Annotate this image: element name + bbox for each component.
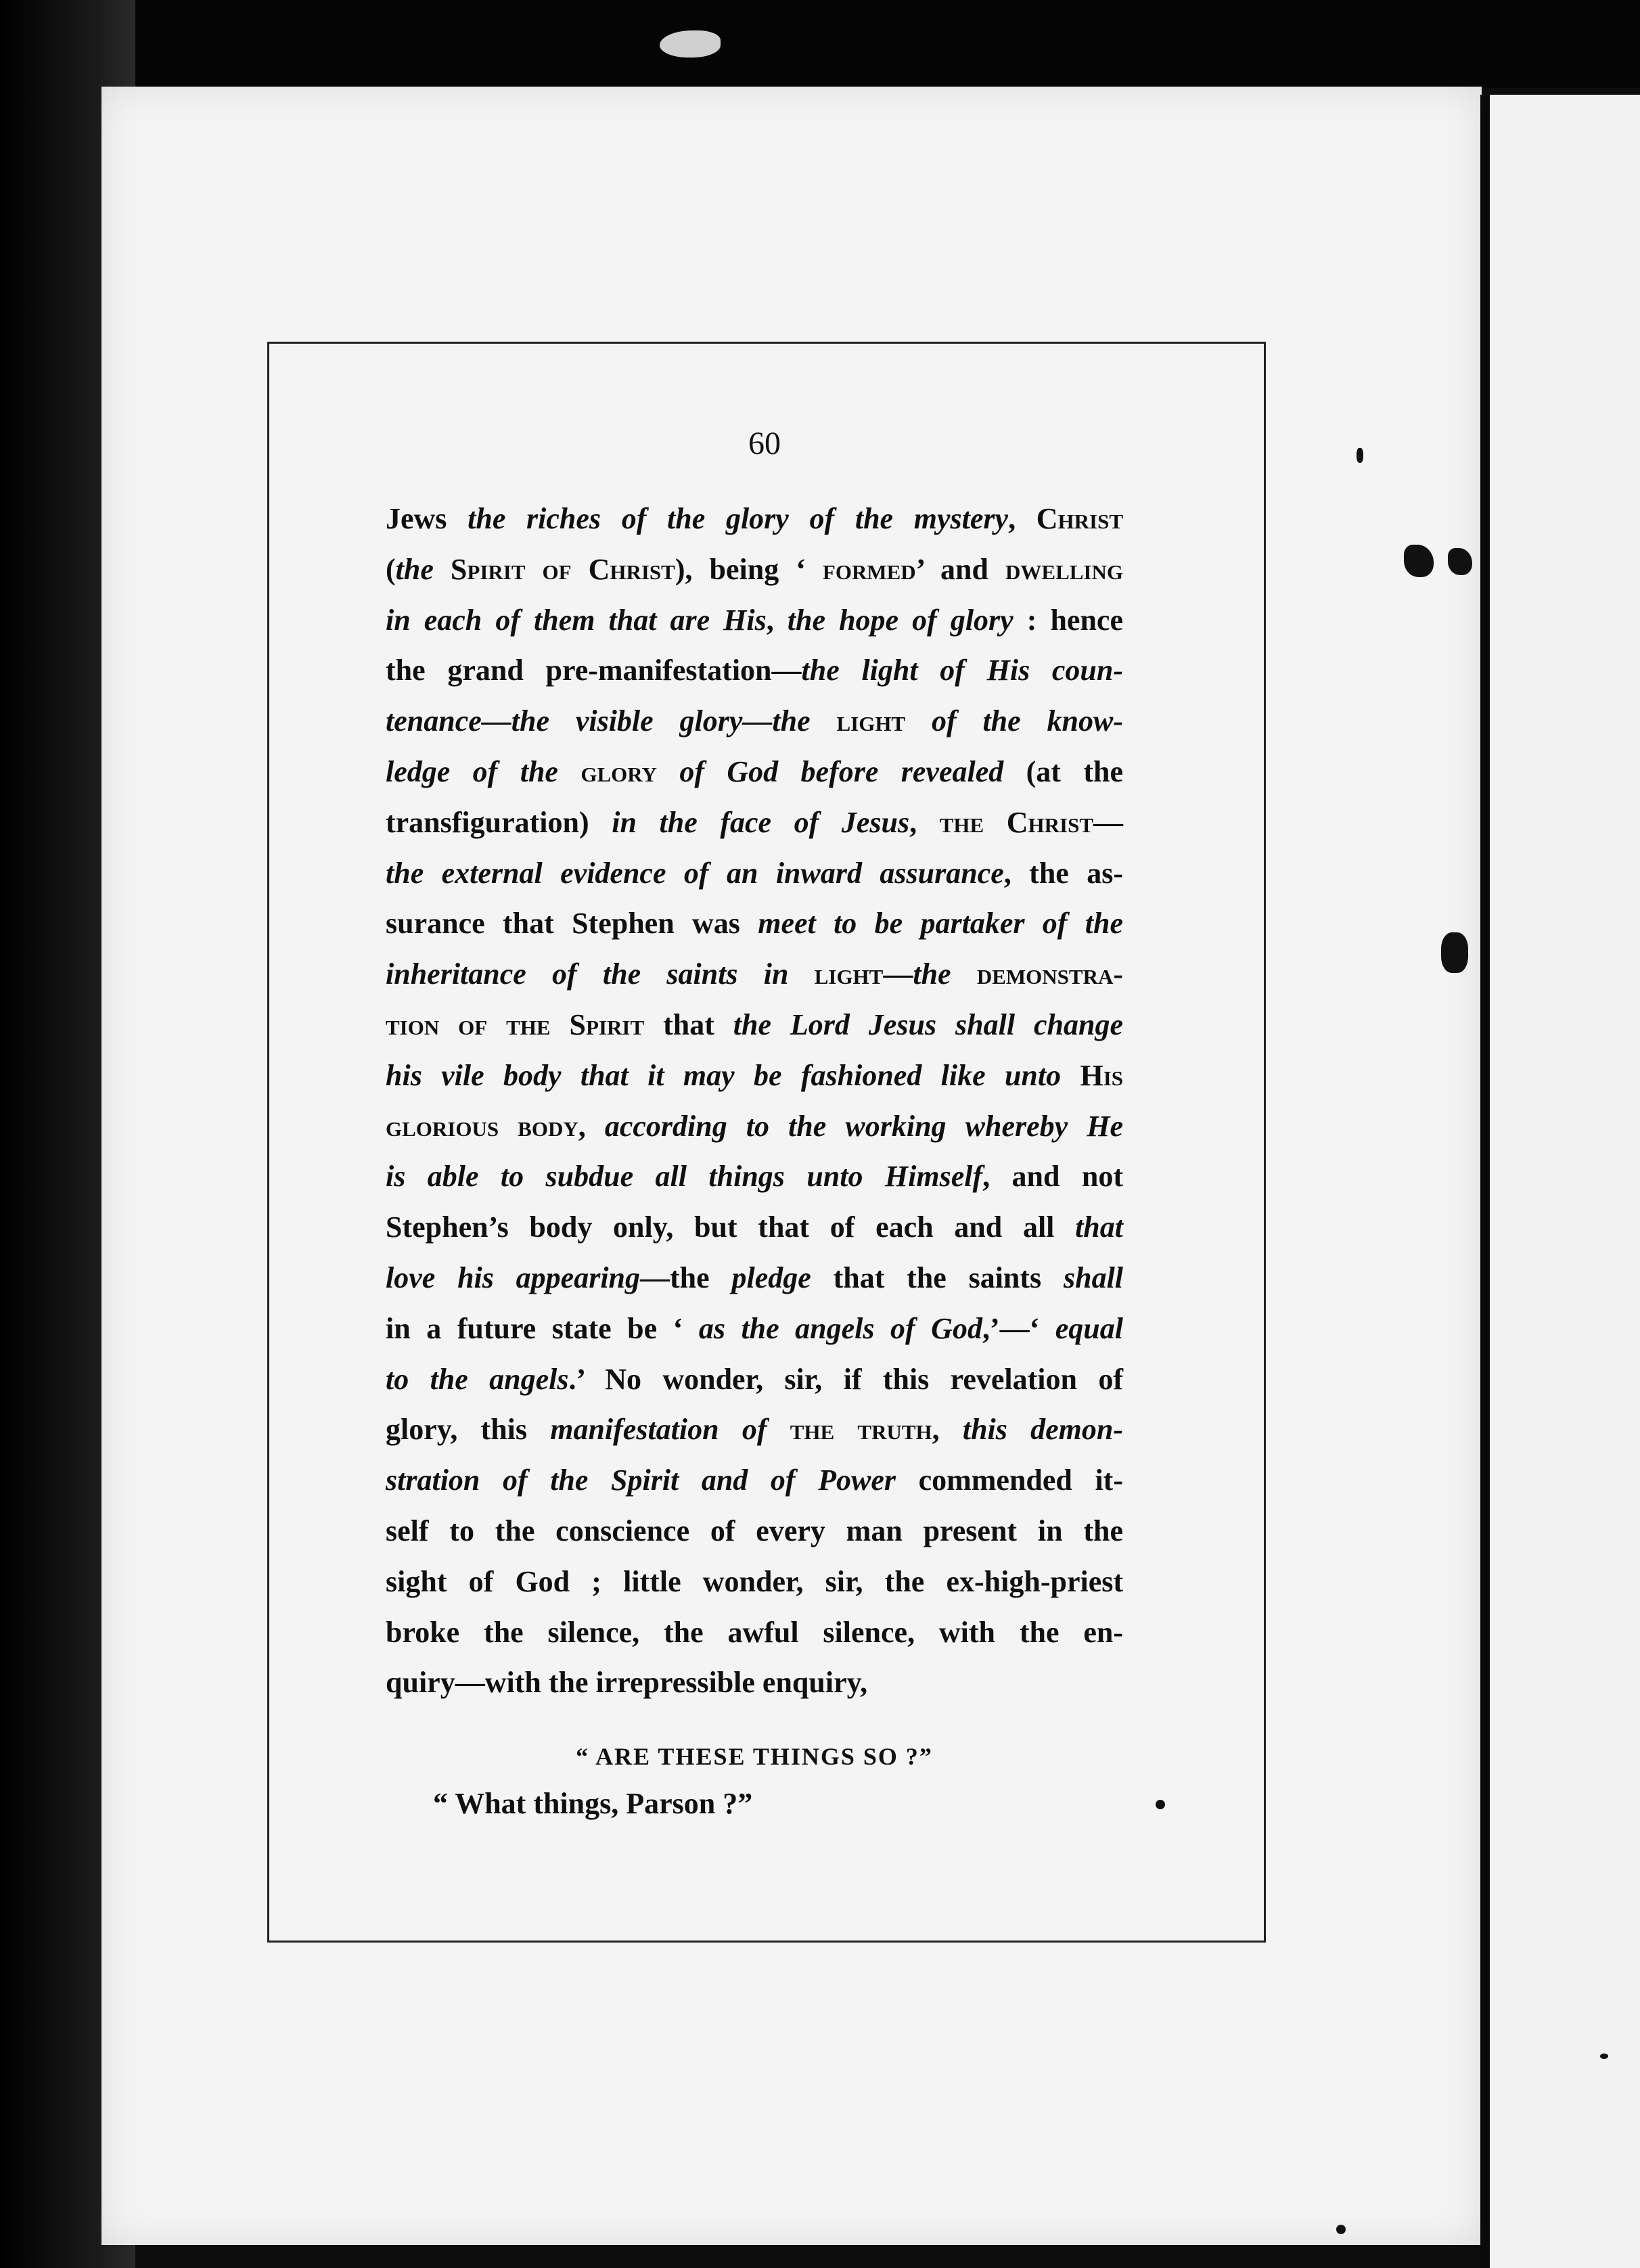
text-run: quiry—with the irrepressible enquiry, <box>386 1666 868 1700</box>
text-run: broke the silence, the awful silence, with the en- <box>386 1615 1123 1649</box>
scan-speck <box>1357 448 1363 463</box>
text-line <box>386 899 1123 949</box>
text-line <box>386 645 1123 696</box>
text-line <box>386 696 1123 747</box>
text-run: — <box>883 957 913 991</box>
text-line <box>386 949 1123 1000</box>
text-line <box>386 1355 1123 1405</box>
text-run: glory <box>580 754 657 788</box>
text-run <box>951 957 977 991</box>
dialogue-line: “ What things, Parson ?” <box>433 1787 753 1820</box>
text-run: of God before revealed <box>679 754 1004 788</box>
text-run: Jews <box>386 502 468 535</box>
text-run: glory, this <box>386 1413 551 1447</box>
text-run: that <box>644 1007 733 1041</box>
text-run: ), being ‘ <box>675 552 823 586</box>
text-line <box>386 1202 1123 1253</box>
text-run: love his appearing <box>386 1261 641 1294</box>
text-run: transfiguration) <box>386 805 612 839</box>
text-line <box>386 545 1123 595</box>
text-run: of the know- <box>931 704 1123 738</box>
scan-blot <box>1448 548 1472 575</box>
text-run <box>905 704 932 738</box>
text-run: inheritance of the saints in <box>386 957 815 991</box>
text-run: , <box>932 1413 963 1447</box>
text-line <box>386 1253 1123 1304</box>
text-run: the <box>395 552 434 586</box>
text-run: light <box>836 704 906 738</box>
text-run: commended it- <box>896 1464 1123 1497</box>
text-run: according to the working whereby He <box>604 1109 1123 1143</box>
text-line <box>386 595 1123 646</box>
text-run: — <box>1093 805 1124 839</box>
text-run: shall <box>1063 1261 1124 1294</box>
page-number: 60 <box>748 426 781 461</box>
text-run: the Christ <box>939 805 1094 839</box>
text-run: the grand pre-manifestation— <box>386 654 802 687</box>
text-run: , the as- <box>1003 856 1124 890</box>
text-run: , <box>909 805 940 839</box>
text-run: sight of God ; little wonder, sir, the ex-high-priest <box>386 1564 1123 1598</box>
text-run: equal <box>1055 1311 1123 1345</box>
text-run: manifestation of <box>550 1413 767 1447</box>
text-run: is able to subdue all things unto Himself <box>386 1160 983 1194</box>
text-run: —the <box>640 1261 732 1294</box>
text-run: tion of the Spirit <box>386 1007 645 1041</box>
text-line <box>386 1102 1123 1152</box>
text-run: , <box>766 603 788 637</box>
text-run: in a future state be ‘ <box>386 1311 699 1345</box>
scan-blot <box>660 30 721 58</box>
text-run: meet to be partaker of the <box>758 907 1124 940</box>
text-run: this demon- <box>962 1413 1123 1447</box>
text-run: tenance—the visible glory—the <box>386 704 837 738</box>
text-run: the light of His coun- <box>801 654 1124 687</box>
text-run: the Lord Jesus shall change <box>733 1007 1124 1041</box>
text-run: ,’—‘ <box>982 1311 1055 1345</box>
text-run: dwelling <box>1005 552 1123 586</box>
text-run: light <box>814 957 884 991</box>
scan-speck <box>1336 2225 1346 2234</box>
text-run: self to the conscience of every man present in the <box>386 1514 1123 1547</box>
text-run: as the angels of God <box>698 1311 982 1345</box>
text-run <box>657 755 679 788</box>
text-line <box>386 1608 1123 1658</box>
text-run: , <box>578 1109 605 1143</box>
text-run: (at the <box>1003 754 1123 788</box>
text-run: stration of the Spirit and of Power <box>386 1464 896 1497</box>
scan-top-edge <box>0 0 1640 88</box>
text-line <box>386 1051 1123 1102</box>
text-run: .’ No wonder, sir, if this revelation of <box>568 1362 1123 1396</box>
scan-speck <box>1156 1800 1165 1809</box>
text-line <box>386 1455 1123 1506</box>
quoted-question: “ ARE THESE THINGS SO ?” <box>576 1743 933 1770</box>
text-run: : hence <box>1013 603 1123 637</box>
text-run: ( <box>386 552 396 586</box>
text-run: the riches of the glory of the mystery <box>468 502 1009 535</box>
text-run: to the angels <box>386 1362 569 1396</box>
text-line <box>386 1304 1123 1355</box>
text-run <box>767 1413 790 1446</box>
text-run: surance that Stephen was <box>386 907 758 940</box>
text-line <box>386 747 1123 798</box>
text-run: Spirit of Christ <box>450 552 675 586</box>
scan-blot <box>1441 932 1468 973</box>
scan-speck <box>1600 2054 1608 2059</box>
text-run: Stephen’s body only, but that of each and all <box>386 1210 1076 1244</box>
text-run: the hope of glory <box>787 603 1013 637</box>
text-run: in each of them that are His <box>386 603 767 637</box>
text-run: pledge <box>731 1261 811 1294</box>
text-line <box>386 1557 1123 1608</box>
text-run: the external evidence of an inward assurance <box>386 856 1004 890</box>
text-run: formed <box>822 552 916 586</box>
text-run: the <box>913 957 951 991</box>
text-line <box>386 848 1123 899</box>
text-run: His <box>1080 1058 1123 1092</box>
text-line <box>386 798 1123 848</box>
text-run: ledge of the <box>386 754 581 788</box>
text-run: the truth <box>790 1413 932 1447</box>
text-line <box>386 1658 1123 1708</box>
text-line <box>386 1506 1123 1557</box>
text-run: glorious body <box>386 1109 578 1143</box>
text-run: that the saints <box>811 1261 1064 1294</box>
text-run: in the face of Jesus <box>612 805 910 839</box>
text-run: , and not <box>982 1160 1123 1194</box>
text-run <box>434 553 451 586</box>
text-run: Christ <box>1036 502 1124 535</box>
text-run: ’ and <box>915 552 1006 586</box>
adjacent-page <box>1480 95 1640 2268</box>
text-run: demonstra- <box>976 957 1123 991</box>
text-run: that <box>1075 1210 1123 1244</box>
text-run: , <box>1008 502 1037 535</box>
text-line <box>386 494 1123 545</box>
text-run: his vile body that it may be fashioned like unto <box>386 1058 1080 1092</box>
text-line <box>386 1152 1123 1202</box>
text-line <box>386 1405 1123 1455</box>
body-text <box>386 494 1123 1708</box>
text-line <box>386 1000 1123 1051</box>
